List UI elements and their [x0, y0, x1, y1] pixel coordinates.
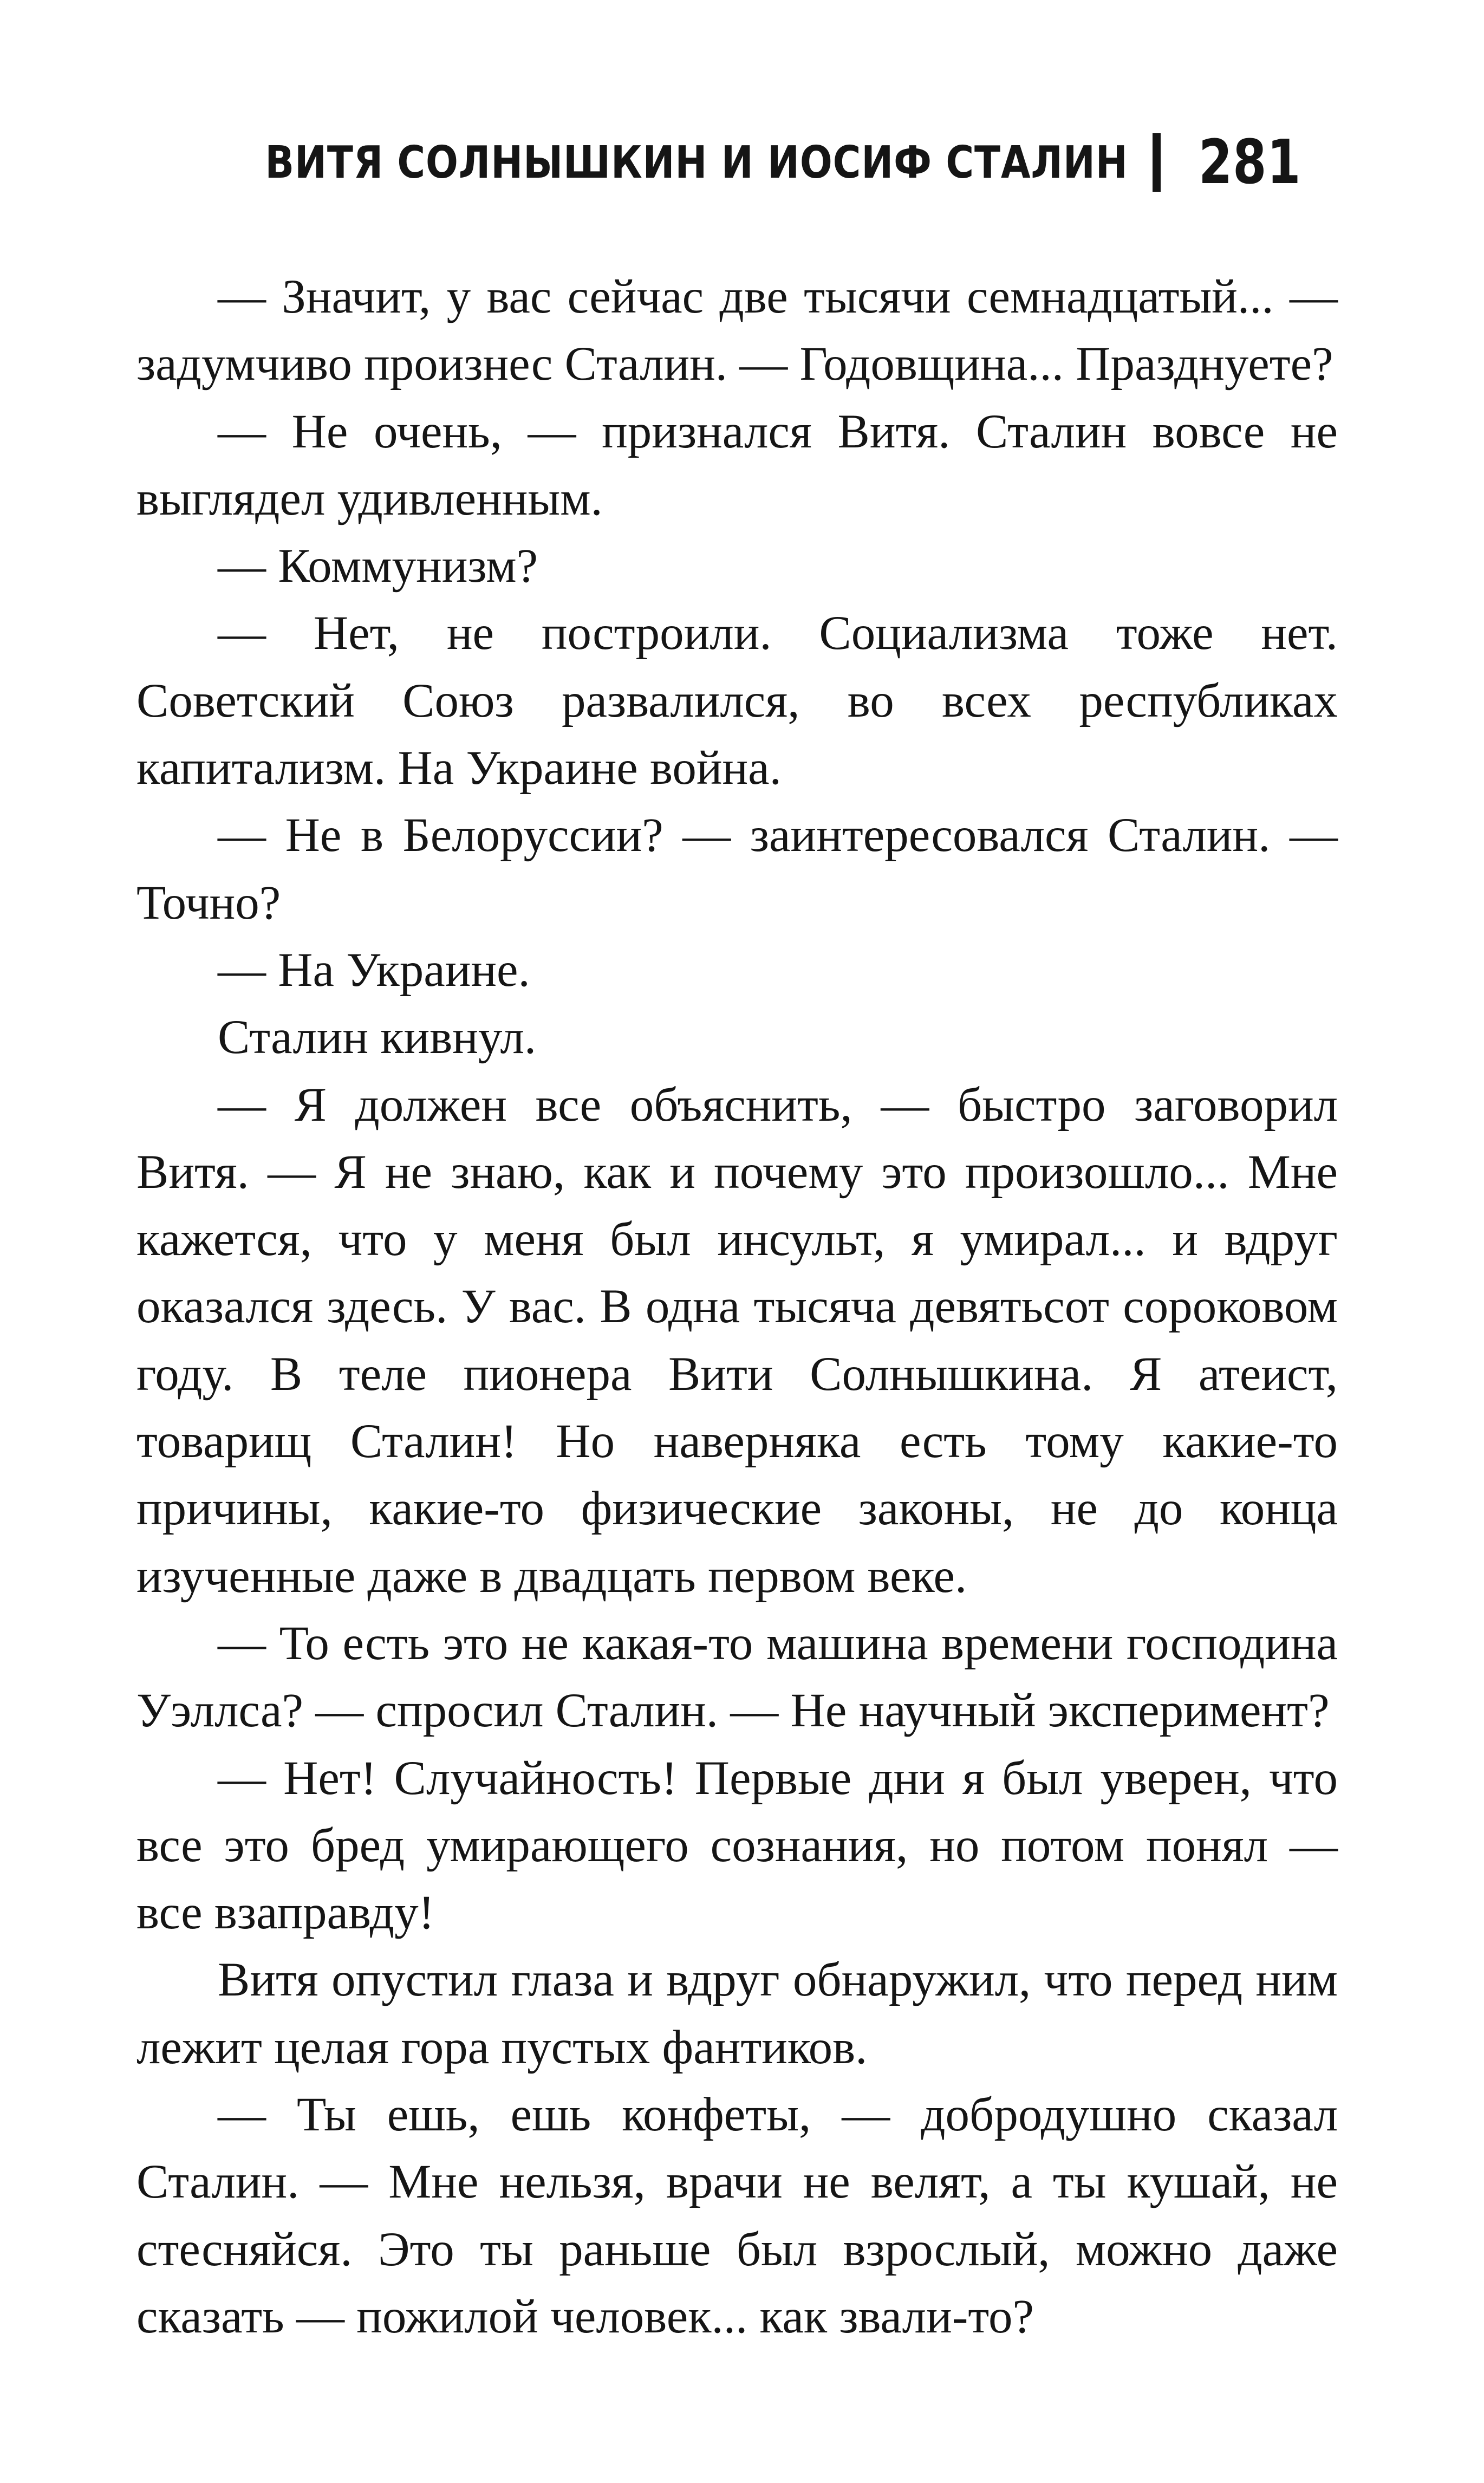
- running-head: [125, 125, 1327, 200]
- paragraph: — Я должен все объяснить, — быстро заговорил Витя. — Я не знаю, как и почему это произошло... Мне кажется, что у меня был инсульт, я умирал... и вдруг оказался здесь. У вас. В одна тысяча девятьсот сороковом году. В теле пионера Вити Солнышкина. Я атеист, товарищ Сталин! Но наверняка есть тому какие-то причины, какие-то физические законы, не до конца изученные даже в двадцать первом веке.: [136, 1078, 1338, 1603]
- paragraph: — Значит, у вас сейчас две тысячи семнадцатый... — задумчиво произнес Сталин. — Годовщина... Празднуете?: [136, 270, 1338, 391]
- running-head-divider: [1153, 133, 1161, 192]
- paragraph: — Не в Белоруссии? — заинтересовался Сталин. — Точно?: [136, 809, 1338, 929]
- paragraph: — Ты ешь, ешь конфеты, — добродушно сказал Сталин. — Мне нельзя, врачи не велят, а ты кушай, не стесняйся. Это ты раньше был взрослый, можно даже сказать — пожилой человек... как звали-то?: [136, 2088, 1338, 2343]
- paragraph: — Коммунизм?: [218, 540, 538, 593]
- body-text: [136, 263, 1338, 2350]
- paragraph: — Нет, не построили. Социализма тоже нет. Советский Союз развалился, во всех республиках капитализм. На Украине война.: [136, 607, 1338, 795]
- paragraph: Сталин кивнул.: [218, 1011, 537, 1064]
- running-head-title: ВИТЯ СОЛНЫШКИН И ИОСИФ СТАЛИН: [264, 136, 1128, 188]
- paragraph: — То есть это не какая-то машина времени господина Уэллса? — спросил Сталин. — Не научный эксперимент?: [136, 1616, 1338, 1738]
- paragraph: — На Украине.: [218, 943, 530, 997]
- paragraph: Витя опустил глаза и вдруг обнаружил, что перед ним лежит целая гора пустых фантиков.: [136, 1953, 1338, 2074]
- paragraph: — Нет! Случайность! Первые дни я был уверен, что все это бред умирающего сознания, но потом понял — все взаправду!: [136, 1751, 1338, 1940]
- page-number: 281: [1199, 127, 1301, 198]
- paragraph: — Не очень, — признался Витя. Сталин вовсе не выглядел удивленным.: [136, 405, 1338, 525]
